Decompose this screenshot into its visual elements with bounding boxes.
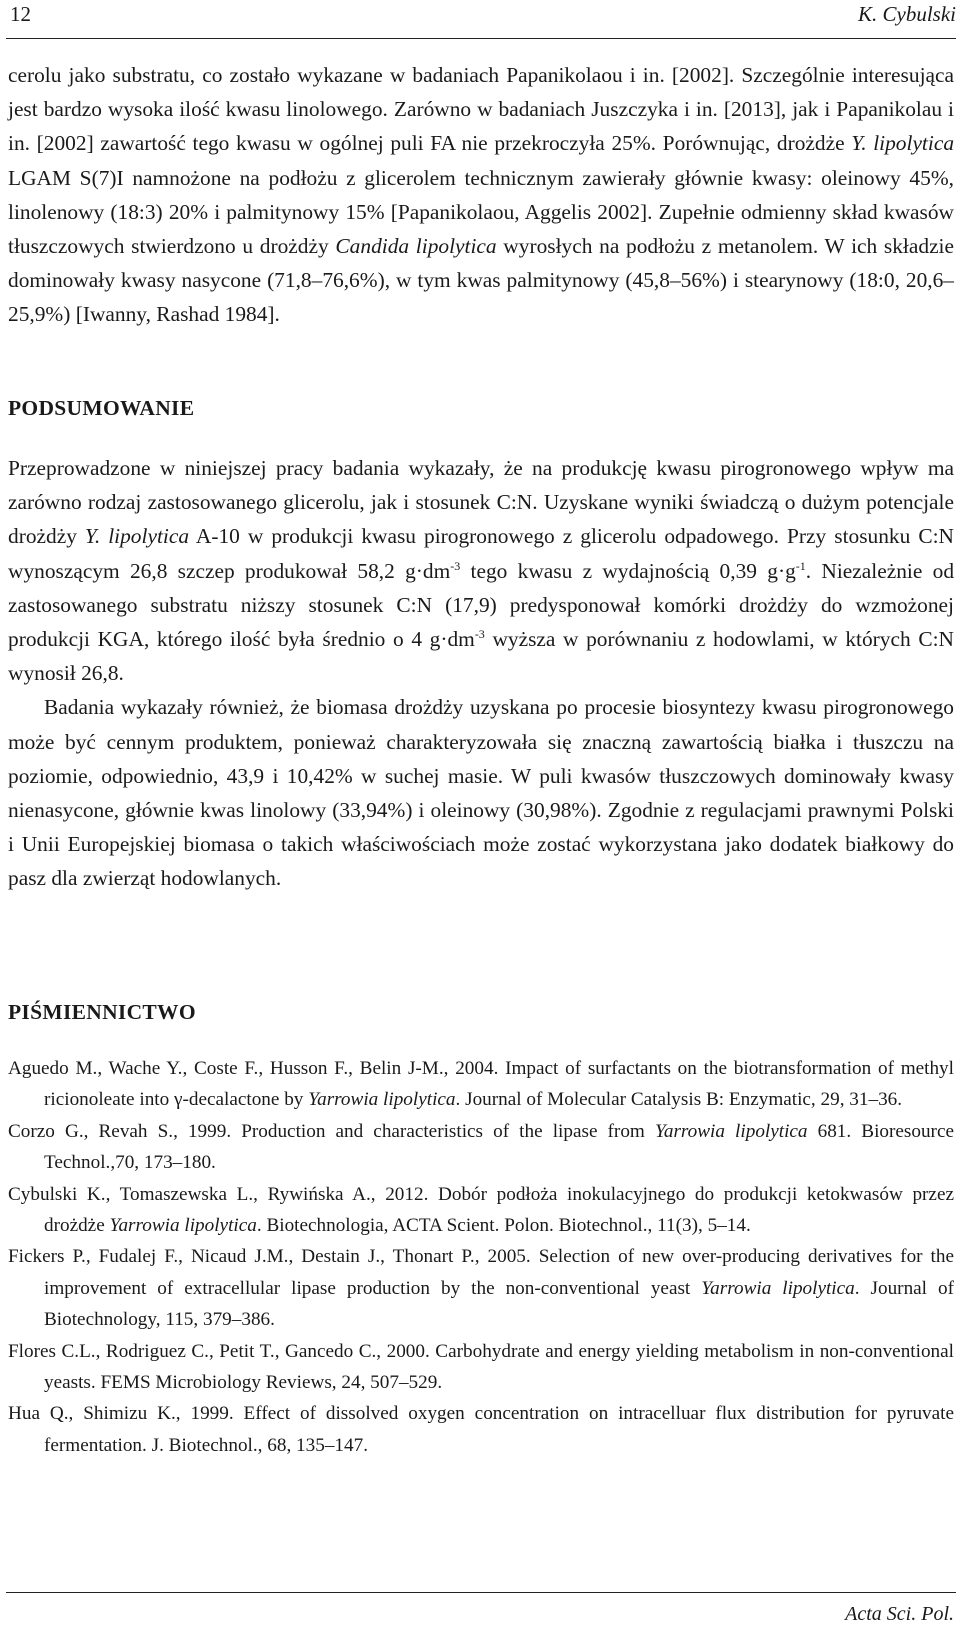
summary-text (8, 451, 954, 896)
header-rule (6, 38, 956, 39)
reference-entry: Hua Q., Shimizu K., 1999. Effect of dissolved oxygen concentration on intracelluar flux distribution for pyruvate fermentation. J. Biotechnol., 68, 135–147. (8, 1403, 954, 1456)
reference-entry: Aguedo M., Wache Y., Coste F., Husson F., Belin J-M., 2004. Impact of surfactants on the biotransformation of methyl ricionoleate into γ-decalactone by Yarrowia lipolytica. Journal of Molecular Catalysis B: Enzymatic, 29, 31–36. (8, 1058, 954, 1111)
running-header (10, 2, 956, 28)
paragraph-continuation: cerolu jako substratu, co zostało wykazane w badaniach Papanikolaou i in. [2002]. Szczególnie interesująca jest bardzo wysoka ilość kwasu linolowego. Zarówno w badaniach Juszczyka i in. [2013], jak i Papanikolau i in. [2002] zawartość tego kwasu w ogólnej puli FA nie przekroczyła 25%. Porównując, drożdże Y. lipolytica LGAM S(7)I namnożone na podłożu z glicerolem technicznym zawierały głównie kwasy: oleinowy 45%, linolenowy (18:3) 20% i palmitynowy 15% [Papanikolaou, Aggelis 2002]. Zupełnie odmienny skład kwasów tłuszczowych stwierdzono u drożdży Candida lipolytica wyrosłych na podłożu z metanolem. W ich składzie dominowały kwasy nasycone (71,8–76,6%), w tym kwas palmitynowy (45,8–56%) i stearynowy (18:0, 20,6–25,9%) [Iwanny, Rashad 1984]. (8, 63, 955, 327)
summary-paragraph-2: Badania wykazały również, że biomasa drożdży uzyskana po procesie biosyntezy kwasu pirogronowego może być cennym produktem, ponieważ charakteryzowała się znaczną zawartością białka i tłuszczu na poziomie, odpowiednio, 43,9 i 10,42% w suchej masie. W puli kwasów tłuszczowych dominowały kwasy nienasycone, głównie kwas linolowy (33,94%) i oleinowy (30,98%). Zgodnie z regulacjami prawnymi Polski i Unii Europejskiej biomasa o takich właściwościach może zostać wykorzystana jako dodatek białkowy do pasz dla zwierząt hodowlanych. (8, 695, 954, 891)
section-heading-references: PIŚMIENNICTWO (8, 1000, 196, 1024)
species-name: Y. lipolytica (84, 524, 190, 549)
reference-entry: Cybulski K., Tomaszewska L., Rywińska A., 2012. Dobór podłoża inokulacyjnego do produkcji ketokwasów przez drożdże Yarrowia lipolytica. Biotechnologia, ACTA Scient. Polon. Biotechnol., 11(3), 5–14. (8, 1183, 954, 1237)
species-name: Y. lipolytica (851, 131, 955, 156)
reference-entry: Flores C.L., Rodriguez C., Petit T., Gancedo C., 2000. Carbohydrate and energy yielding metabolism in non-conventional yeasts. FEMS Microbiology Reviews, 24, 507–529. (8, 1340, 954, 1394)
reference-entry: Fickers P., Fudalej F., Nicaud J.M., Destain J., Thonart P., 2005. Selection of new over-producing derivatives for the improvement of extracellular lipase production by the non-conventional yeast Yarrowia lipolytica. Journal of Biotechnology, 115, 379–386. (8, 1246, 954, 1331)
species-name: Candida lipolytica (335, 234, 497, 259)
footer-rule (6, 1592, 956, 1593)
section-heading-summary: PODSUMOWANIE (8, 396, 195, 420)
summary-paragraph-1: Przeprowadzone w niniejszej pracy badania wykazały, że na produkcję kwasu pirogronowego wpływ ma zarówno rodzaj zastosowanego glicerolu, jak i stosunek C:N. Uzyskane wyniki świadczą o dużym potencjale drożdży Y. lipolytica A-10 w produkcji kwasu pirogronowego z glicerolu odpadowego. Przy stosunku C:N wynoszącym 26,8 szczep produkował 58,2 $g\cdot dm^{-3}$ tego kwasu z wydajnością 0,39 $g\cdot g^{-1}$. Niezależnie od zastosowanego substratu niższy stosunek C:N (17,9) predysponował komórki drożdży do wzmożonej produkcji KGA, którego ilość była średnio o 4 $g\cdot dm^{-3}$ wyższa w porównaniu z hodowlami, w których C:N wynosił 26,8. (8, 456, 955, 686)
reference-list (8, 1053, 954, 1461)
reference-entry: Corzo G., Revah S., 1999. Production and characteristics of the lipase from Yarrowia lipolytica 681. Bioresource Technol.,70, 173–180. (8, 1120, 954, 1174)
page-number: 12 (10, 2, 31, 26)
running-author: K. Cybulski (858, 2, 956, 26)
journal-footer: Acta Sci. Pol. (845, 1603, 954, 1625)
